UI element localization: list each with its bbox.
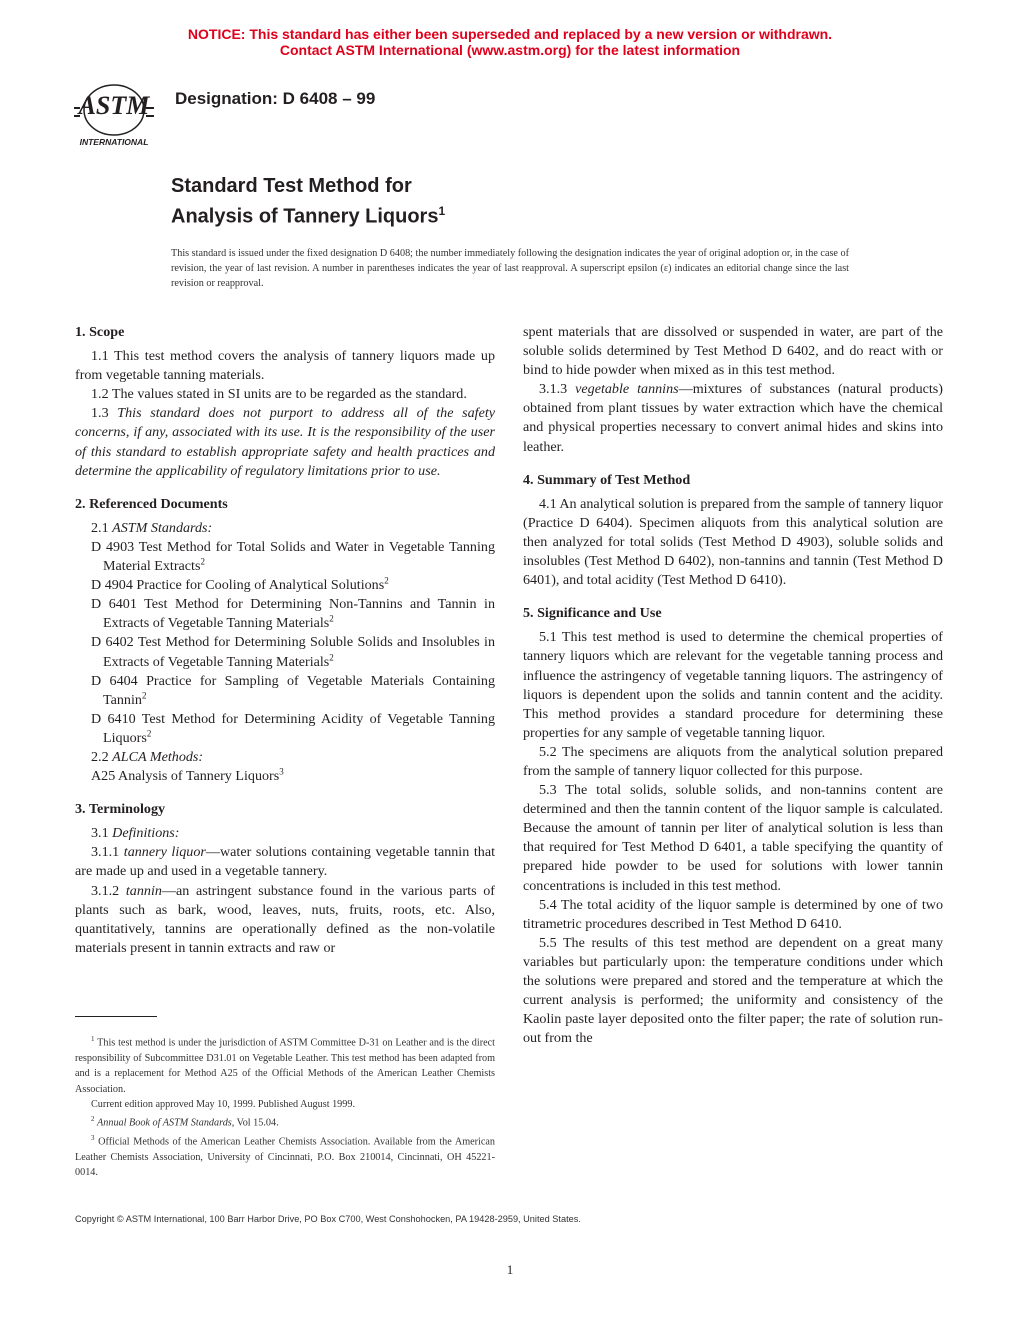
subheading-astm-standards: 2.1 ASTM Standards:	[91, 519, 213, 536]
reference-a25: A25 Analysis of Tannery Liquors$^3$	[91, 766, 284, 785]
left-column	[75, 323, 495, 958]
definition-vegetable-tannins: 3.1.3 vegetable tannins—mixtures of substances (natural products) obtained from plant tissues by water extraction which have the chemical and physical properties necessary to convert animal hides and skins into leather.	[523, 381, 943, 455]
reference-d6402: D 6402 Test Method for Determining Soluble Solids and Insolubles in Extracts of Vegetable Tanning Materials$^2$	[91, 634, 495, 670]
document-title	[171, 174, 445, 230]
definition-tannin-continued: spent materials that are dissolved or suspended in water, are part of the soluble solids determined by Test Method D 6402, and do react with or bind to hide powder when mixed as in this test method.	[523, 324, 943, 379]
reference-d6410: D 6410 Test Method for Determining Acidity of Vegetable Tanning Liquors$^2$	[91, 710, 495, 746]
section-heading-significance: 5. Significance and Use	[523, 605, 662, 622]
paragraph-4-1: 4.1 An analytical solution is prepared from the sample of tannery liquor (Practice D 6404). Specimen aliquots from this analytical solution are then analyzed for total solids (Test Method D 4903), soluble solids and insolubles (Test Method D 6402), non-tannins and tannin (Test Method D 6401), and total acidity (Test Method D 6410).	[523, 495, 943, 589]
section-heading-referenced-documents: 2. Referenced Documents	[75, 495, 228, 512]
subheading-alca-methods: 2.2 ALCA Methods:	[91, 748, 204, 765]
footnote-2: $^2$ Annual Book of ASTM Standards, Vol 15.04.	[91, 1115, 279, 1129]
right-column	[523, 323, 943, 1048]
definition-tannin: 3.1.2 tannin—an astringent substance found in the various parts of plants such as bark, wood, leaves, nuts, fruits, roots, etc. Also, quantitatively, tannins are operationally defined as the non-volatile materials present in tannin extracts and raw or	[75, 882, 495, 956]
paragraph-5-1: 5.1 This test method is used to determine the chemical properties of tannery liquors which are relevant for the vegetable tanning process and influence the astringency of vegetable tanning liquors. The astringency of liquors is dependent upon the solids and tannin content and the acidity. This method provides a standard procedure for determining these properties for any sample of vegetable tanning liquor.	[523, 629, 943, 741]
notice-line-2: Contact ASTM International (www.astm.org) for the latest information	[279, 42, 741, 58]
paragraph-1-3: 1.3 This standard does not purport to address all of the safety concerns, if any, associated with its use. It is the responsibility of the user of this standard to establish appropriate safety and health practices and determine the applicability of regulatory limitations prior to use.	[75, 405, 496, 479]
copyright-line: Copyright © ASTM International, 100 Barr Harbor Drive, PO Box C700, West Conshohocken, PA 19428-2959, United States.	[75, 1214, 581, 1224]
section-heading-terminology: 3. Terminology	[75, 801, 166, 818]
issue-note: This standard is issued under the fixed designation D 6408; the number immediately following the designation indicates the year of original adoption or, in the case of revision, the year of last revision. A number in parentheses indicates the year of last reapproval. A superscript epsilon (ε) indicates an editorial change since the last revision or reapproval.	[171, 248, 849, 289]
withdrawal-notice	[0, 26, 1020, 58]
definition-tannery-liquor: 3.1.1 tannery liquor—water solutions containing vegetable tannin that are made up and used in a vegetable tannery.	[75, 844, 495, 880]
paragraph-1-1: 1.1 This test method covers the analysis of tannery liquors made up from vegetable tanning materials.	[75, 348, 495, 384]
reference-d4903: D 4903 Test Method for Total Solids and Water in Vegetable Tanning Material Extracts$^2$	[91, 538, 495, 575]
reference-d6401: D 6401 Test Method for Determining Non-Tannins and Tannin in Extracts of Vegetable Tanning Materials$^2$	[91, 596, 495, 632]
title-line-2: Analysis of Tannery Liquors$^1$	[171, 204, 446, 228]
footnote-1: $^1$ This test method is under the jurisdiction of ASTM Committee D-31 on Leather and is the direct responsibility of Subcommittee D31.01 on Vegetable Leather. This test method has been adapted from and is a replacement for Method A25 of the Official Methods of the American Leather Chemists Association.	[75, 1035, 495, 1095]
reference-d6404: D 6404 Practice for Sampling of Vegetable Materials Containing Tannin$^2$	[91, 672, 495, 708]
notice-line-1: NOTICE: This standard has either been superseded and replaced by a new version or withdrawn.	[187, 26, 833, 42]
footnote-3: $^3$ Official Methods of the American Leather Chemists Association. Available from the American Leather Chemists Association, University of Cincinnati, P.O. Box 210014, Cincinnati, OH 45221-0014.	[75, 1134, 495, 1179]
section-heading-scope: 1. Scope	[75, 324, 125, 340]
reference-d4904: D 4904 Practice for Cooling of Analytical Solutions$^2$	[91, 575, 389, 594]
paragraph-5-4: 5.4 The total acidity of the liquor sample is determined by one of two titrametric procedures described in Test Method D 6410.	[523, 896, 943, 932]
svg-text:ASTM: ASTM	[78, 91, 150, 120]
footnotes	[75, 1016, 495, 1181]
page-number: 1	[506, 1262, 514, 1277]
title-line-1: Standard Test Method for	[171, 175, 412, 197]
paragraph-1-2: 1.2 The values stated in SI units are to be regarded as the standard.	[91, 386, 467, 403]
designation: Designation: D 6408 – 99	[175, 89, 376, 108]
paragraph-5-5: 5.5 The results of this test method are dependent on a great many variables but particularly upon: the temperature conditions under which the solutions were prepared and stored and the temperature at which the current analysis is performed; the uniformity and consistency of the Kaolin paste layer deposited onto the filter paper; the rate of solution run-out from the	[523, 934, 943, 1047]
paragraph-5-2: 5.2 The specimens are aliquots from the analytical solution prepared from the sample of tannery liquor collected for this purpose.	[523, 743, 943, 779]
subheading-definitions: 3.1 Definitions:	[91, 825, 180, 842]
title-footnote-ref: 1	[438, 204, 446, 218]
section-heading-summary: 4. Summary of Test Method	[523, 471, 691, 488]
svg-text:INTERNATIONAL: INTERNATIONAL	[79, 137, 149, 147]
footnote-1-edition: Current edition approved May 10, 1999. Published August 1999.	[91, 1099, 356, 1111]
paragraph-5-3: 5.3 The total solids, soluble solids, and non-tannins content are determined and then the tannin content of the liquor sample is calculated. Because the amount of tannin per liter of analytical solution is less than that required for Test Method D 6401, a table specifying the quantity of prepared hide powder to be used for solutions with lower tannin concentrations is included in this test method.	[523, 782, 943, 894]
astm-logo-icon	[66, 78, 162, 148]
